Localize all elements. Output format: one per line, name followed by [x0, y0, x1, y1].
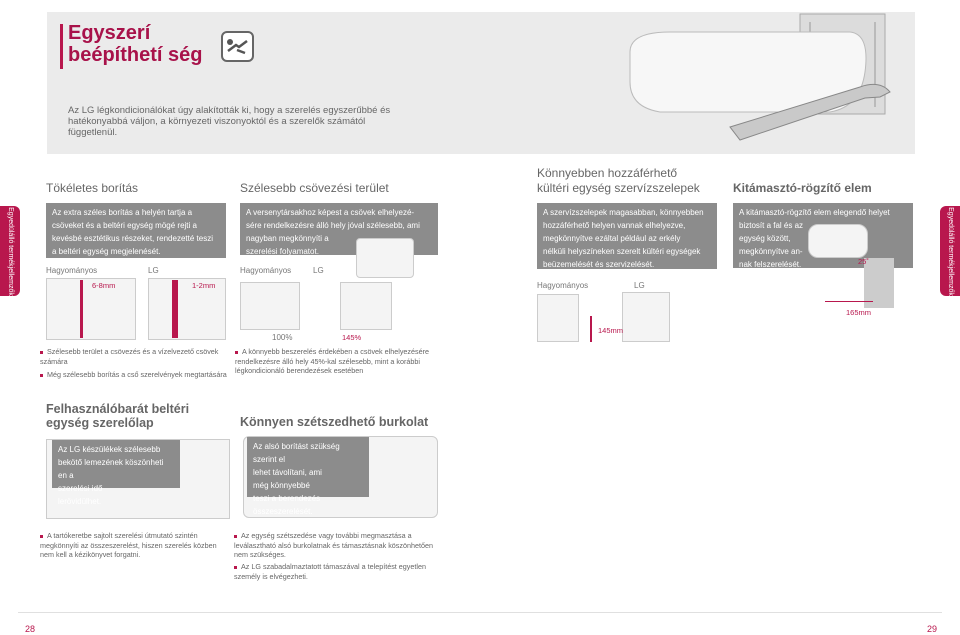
col2-pct-conventional: 100% [272, 333, 293, 342]
col4-unit-illustration [808, 224, 868, 258]
sec2-right-bullet-1: Az egység szétszedése vagy további megmasztása a leválasztható alsó burkolatnak és támasztásnak köszönhetően nem szükséges. [234, 531, 433, 559]
footer-divider [18, 612, 942, 613]
sec2-right-info-box: Az alsó borítást szükség szerint el lehet távolítani, ami még könnyebbé teszi a berendezés összeszerelését. [247, 437, 369, 497]
col1-lg-cover-marker [172, 280, 178, 338]
col1-bullet-2: Még szélesebb borítás a cső szerelvények megtartására [40, 370, 230, 380]
col3-conventional-illustration [537, 294, 579, 342]
sec2-left-title-line2: egység szerelőlap [46, 416, 154, 430]
col3-label-lg: LG [634, 281, 645, 290]
col2-piping-detail-illustration [356, 238, 414, 278]
ac-unit-wrench-illustration [600, 12, 915, 154]
sec2-left-bullet-1: A tartókeretbe sajtolt szerelési útmutató szintén megkönnyíti az összeszerelést, hiszen szerelés közben nem kell a kézikönyvet forgatni. [40, 531, 217, 559]
col1-conventional-illustration [46, 278, 136, 340]
sec2-right-bullet-2: Az LG szabadalmaztatott támaszával a telepítést egyetlen személy is elvégezheti. [234, 562, 426, 581]
side-tab-left: Egyedülálló termékjellemzők [0, 206, 20, 296]
col3-label-conventional: Hagyományos [537, 281, 589, 290]
page-title: Egyszerí beépíthetí ség [68, 22, 203, 66]
col2-conventional-illustration [240, 282, 300, 330]
side-tab-right: Egyedülálló termékjellemzők [940, 206, 960, 296]
col2-label-conventional: Hagyományos [240, 266, 292, 275]
col2-bullet-1: A könnyebb beszerelés érdekében a csövek elhelyezésére rendelkezésre álló hely 45%-kal szélesebb, mint a korábbi légkondicionáló berendezések esetében [235, 347, 429, 375]
col4-dim: 165mm [846, 308, 872, 317]
col3-info-box: A szervízszelepek magasabban, könnyebben hozzáférhető helyen vannak elhelyezve, megkönnyítve ezáltal például az erkély nélküli helyszíneken szerelt kültéri egységek beüzemelését és szervizelését. [537, 203, 717, 269]
title-accent-bar [60, 24, 63, 69]
col1-bullet-1: Szélesebb terület a csövezés és a vízelvezető csövek számára [40, 347, 219, 366]
col1-dim-conventional: 6-8mm [92, 281, 116, 290]
intro-text: Az LG légkondicionálókat úgy alakították ki, hogy a szerelés egyszerűbbé és hatékonyabbá váljon, a környezeti viszonyoktól és a szerelők számától függetlenül. [68, 105, 391, 138]
col1-conventional-cover-marker [80, 280, 83, 338]
col2-info-box: A versenytársakhoz képest a csövek elhelyezé- sére rendelkezésre álló hely jóval szélesebb, ami nagyban megkönnyíti a szerelési folyamatot. [240, 203, 438, 255]
page-number-right: 29 [927, 624, 938, 634]
col1-label-lg: LG [148, 266, 159, 275]
col2-pct-lg: 145% [342, 333, 362, 342]
col2-title: Szélesebb csövezési terület [240, 181, 389, 195]
col1-label-conventional: Hagyományos [46, 266, 98, 275]
sec2-right-title: Könnyen szétszedhető burkolat [240, 415, 429, 429]
col4-info-box: A kitámasztó-rögzítő elem elegendő helyet biztosít a fal és az egység között, megkönnyítve an- nak felszerelését. [733, 203, 913, 268]
col1-dim-lg: 1-2mm [192, 281, 216, 290]
col3-title-line2: kültéri egység szervízszelepek [537, 181, 700, 195]
col3-lg-illustration [622, 292, 670, 342]
col3-title-line1: Könnyebben hozzáférhető [537, 166, 678, 180]
col1-info-box: Az extra széles borítás a helyén tartja a csöveket és a beltéri egység mögé rejti a kevésbé esztétikus részeket, rendezetté teszi a beltéri egység megjelenését. [46, 203, 226, 258]
col3-dim: 145mm [598, 326, 624, 335]
col4-title: Kitámasztó-rögzítő elem [733, 181, 872, 195]
page-number-left: 28 [25, 624, 36, 634]
sec2-left-title-line1: Felhasználóbarát beltéri [46, 402, 190, 416]
col2-label-lg: LG [313, 266, 324, 275]
col2-lg-illustration [340, 282, 392, 330]
sec2-left-info-box: Az LG készülékek szélesebb bekötő lemezének köszönheti en a szerelési idő lerövidülhet. [52, 440, 180, 488]
col3-height-marker [590, 316, 592, 342]
col4-angle: 25˚ [858, 257, 869, 266]
col1-title: Tökéletes borítás [46, 181, 139, 195]
col4-width-marker [825, 301, 873, 302]
wrench-icon [221, 31, 254, 62]
